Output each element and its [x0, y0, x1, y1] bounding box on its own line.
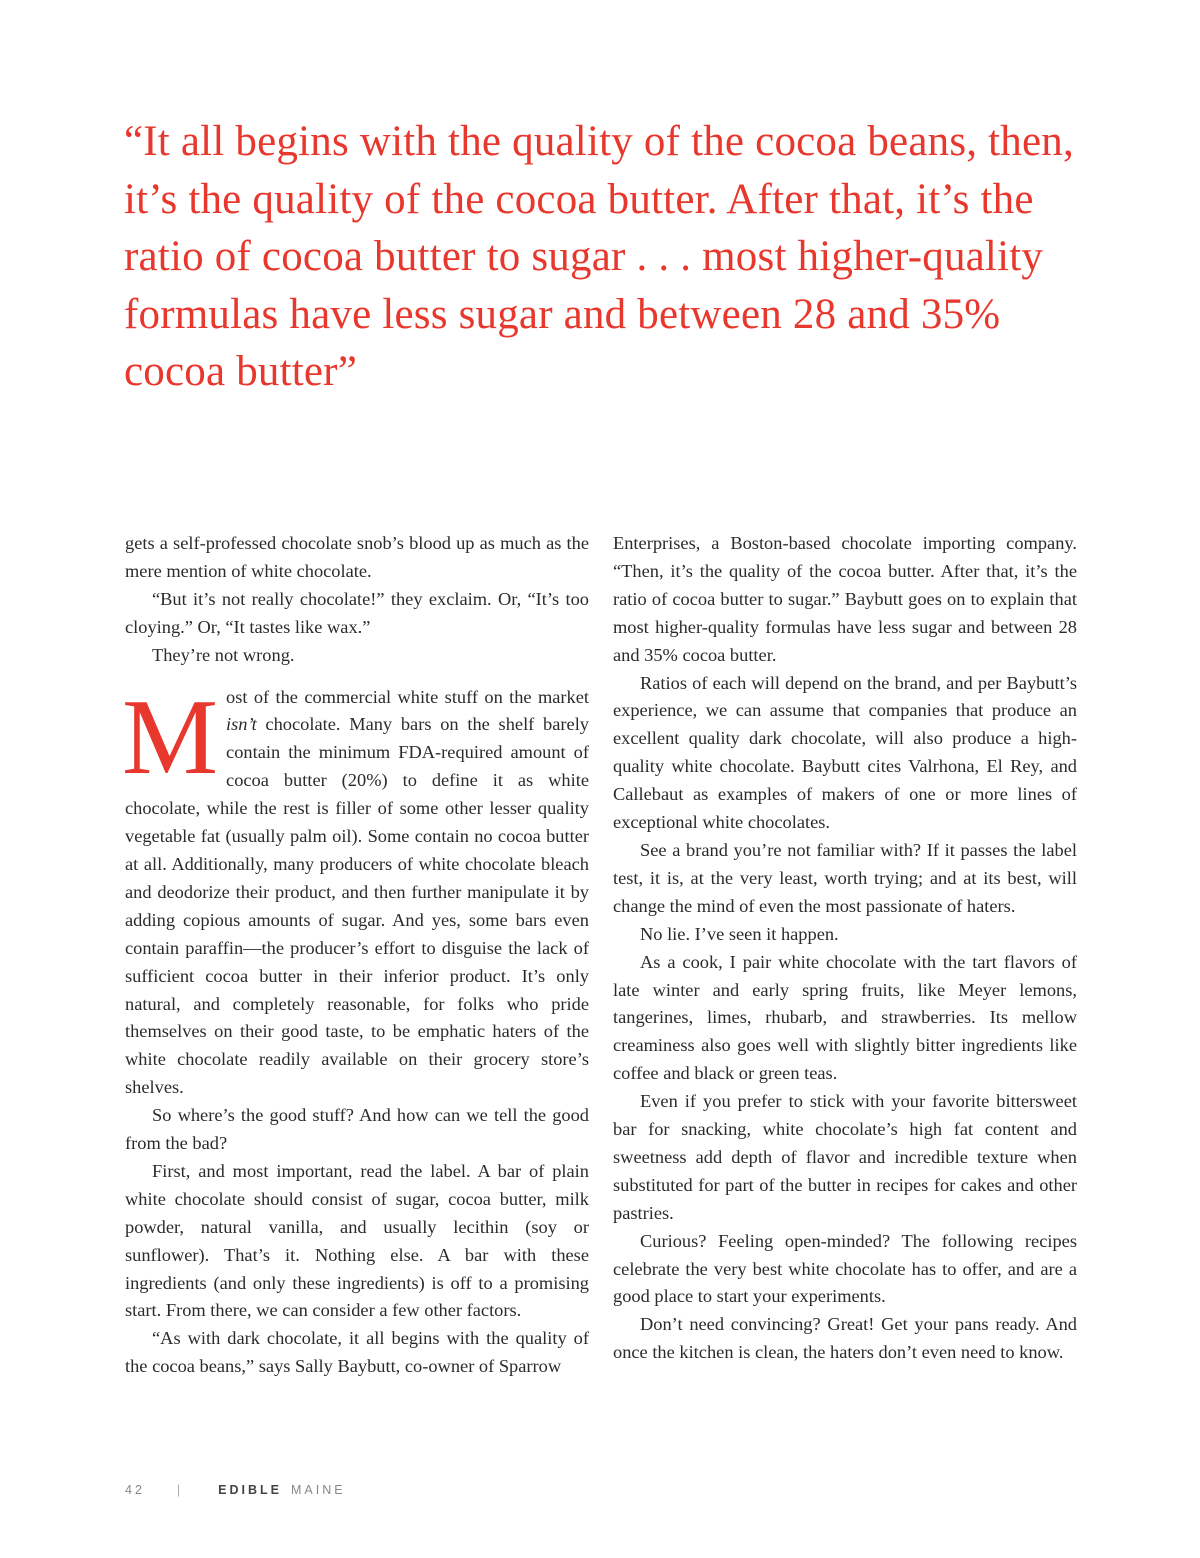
paragraph: Even if you prefer to stick with your favorite bittersweet bar for snacking, white chocolate’s high fat content and sweetness add depth of flavor and incredible texture when substituted for part of the butter in recipes for cakes and other pastries.: [613, 1091, 1077, 1223]
drop-cap: M: [122, 677, 219, 797]
paragraph: So where’s the good stuff? And how can we tell the good from the bad?: [125, 1105, 589, 1154]
paragraph: No lie. I’ve seen it happen.: [640, 923, 839, 944]
paragraph: Enterprises, a Boston-based chocolate importing company. “Then, it’s the quality of the cocoa butter. After that, it’s the ratio of cocoa butter to sugar.” Baybutt goes on to explain that most higher-quality formulas have less sugar and between 28 and 35% cocoa butter.: [613, 533, 1077, 665]
publication-name-bold: EDIBLE: [218, 1483, 282, 1497]
page-footer: [125, 1483, 346, 1497]
left-column: [122, 530, 589, 1381]
paragraph: “But it’s not really chocolate!” they exclaim. Or, “It’s too cloying.” Or, “It tastes like wax.”: [125, 588, 589, 637]
lead-text-b: chocolate. Many bars on the shelf barely contain the minimum FDA-required amount of cocoa butter (20%) to define it as white chocolate, while the rest is filler of some other lesser quality vegetable fat (usually palm oil). Some contain no cocoa butter at all. Additionally, many producers of white chocolate bleach and deodorize their product, and then further manipulate it by adding copious amounts of sugar. And yes, some bars even contain paraffin—the producer’s effort to disguise the lack of sufficient cocoa butter in their inferior product. It’s only natural, and completely reasonable, for folks who pride themselves on their good taste, to be emphatic haters of the white chocolate readily available on their grocery store’s shelves.: [125, 714, 589, 1098]
paragraph: “As with dark chocolate, it all begins with the quality of the cocoa beans,” says Sally Baybutt, co-owner of Sparrow: [125, 1328, 589, 1377]
lead-text-a: ost of the commercial white stuff on the market: [226, 686, 589, 707]
paragraph: See a brand you’re not familiar with? If it passes the label test, it is, at the very least, worth trying; and at its best, will change the mind of even the most passionate of haters.: [613, 839, 1077, 916]
paragraph: Don’t need convincing? Great! Get your pans ready. And once the kitchen is clean, the haters don’t even need to know.: [613, 1314, 1077, 1363]
paragraph: First, and most important, read the label. A bar of plain white chocolate should consist of sugar, cocoa butter, milk powder, natural vanilla, and usually lecithin (soy or sunflower). That’s it. Nothing else. A bar with these ingredients (and only these ingredients) is off to a promising start. From there, we can consider a few other factors.: [125, 1160, 589, 1321]
right-column: [613, 530, 1077, 1367]
footer-separator: |: [176, 1483, 181, 1497]
paragraph: Curious? Feeling open-minded? The following recipes celebrate the very best white chocolate has to offer, and are a good place to start your experiments.: [613, 1230, 1077, 1307]
paragraph: gets a self-professed chocolate snob’s blood up as much as the mere mention of white chocolate.: [125, 533, 589, 581]
page-number: 42: [125, 1483, 145, 1497]
lead-paragraph: [122, 677, 589, 1103]
paragraph: Ratios of each will depend on the brand, and per Baybutt’s experience, we can assume that companies that produce an excellent quality dark chocolate, will also produce a high-quality white chocolate. Baybutt cites Valrhona, El Rey, and Callebaut as examples of makers of one or more lines of exceptional white chocolates.: [613, 672, 1077, 833]
paragraph: As a cook, I pair white chocolate with the tart flavors of late winter and early spring fruits, like Meyer lemons, tangerines, limes, rhubarb, and strawberries. Its mellow creaminess also goes well with slightly bitter ingredients like coffee and black or green teas.: [613, 951, 1077, 1084]
lead-emphasis: isn’t: [226, 714, 257, 735]
publication-name-light: MAINE: [291, 1483, 346, 1497]
paragraph: They’re not wrong.: [152, 644, 295, 665]
pull-quote: “It all begins with the quality of the cocoa beans, then, it’s the quality of the cocoa butter. After that, it’s the ratio of cocoa butter to sugar . . . most higher-quality formulas have less sugar and between 28 and 35% cocoa butter”: [124, 118, 1074, 395]
